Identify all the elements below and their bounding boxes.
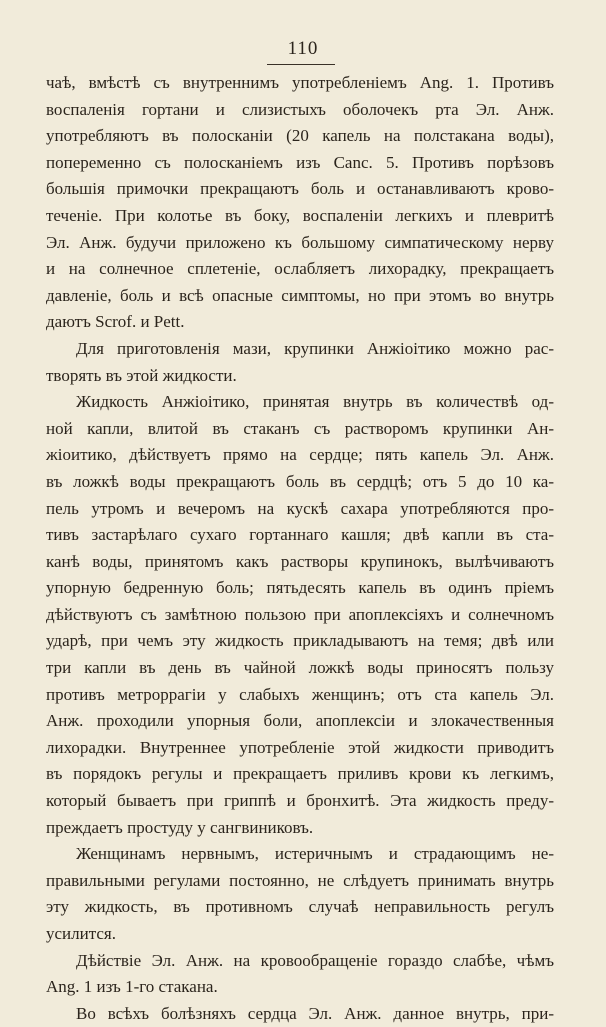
text-line: дѣйствуютъ съ замѣтною пользою при апоплексіяхъ и солнечномъ: [46, 604, 554, 624]
text-line: употребляютъ въ полосканіи (20 капель на полстакана воды),: [46, 126, 554, 146]
page-number: 110: [287, 38, 319, 59]
text-line: эту жидкость, въ противномъ случаѣ неправильность регулъ: [46, 897, 554, 917]
text-line: Жидкость Анжіоітико, принятая внутрь въ количествѣ од-: [76, 392, 554, 412]
text-line: упорную бедренную боль; пятьдесять капель въ одинъ пріемъ: [46, 578, 554, 598]
text-line: Во всѣхъ болѣзняхъ сердца Эл. Анж. данное внутрь, при-: [76, 1003, 554, 1023]
text-line: теченіе. При колотье въ боку, воспаленіи легкихъ и плевритѣ: [46, 205, 554, 225]
text-line: ударѣ, при чемъ эту жидкость прикладываютъ на темя; двѣ или: [46, 631, 554, 651]
body-text: [46, 70, 554, 1027]
text-line: пель утромъ и вечеромъ на кускѣ сахара употребляются про-: [46, 498, 554, 518]
header-rule: [267, 64, 335, 65]
text-line: воспаленія гортани и слизистыхъ оболочекъ рта Эл. Анж.: [46, 99, 554, 119]
text-line: большія примочки прекращаютъ боль и останавливаютъ крово-: [46, 179, 554, 199]
text-line: давленіе, боль и всѣ опасные симптомы, но при этомъ во внутрь: [46, 285, 554, 305]
text-line: Ang. 1 изъ 1-го стакана.: [46, 977, 218, 997]
text-line: усилится.: [46, 924, 116, 943]
text-line: жіоитико, дѣйствуетъ прямо на сердце; пять капель Эл. Анж.: [46, 445, 554, 465]
text-line: даютъ Scrof. и Pett.: [46, 312, 185, 332]
text-line: попеременно съ полосканіемъ изъ Canc. 5. Противъ порѣзовъ: [46, 152, 554, 172]
text-line: правильными регулами постоянно, не слѣдуетъ принимать внутрь: [46, 870, 554, 890]
text-line: Анж. проходили упорныя боли, апоплексіи и злокачественныя: [46, 711, 554, 731]
text-line: ной капли, влитой въ стаканъ съ растворомъ крупинки Ан-: [46, 418, 554, 438]
text-line: лихорадки. Внутреннее употребленіе этой жидкости приводитъ: [46, 737, 554, 757]
text-line: и на солнечное сплетеніе, ослабляетъ лихорадку, прекращаетъ: [46, 259, 554, 279]
text-line: три капли въ день въ чайной ложкѣ воды приносятъ пользу: [46, 658, 554, 678]
text-line: въ порядокъ регулы и прекращаетъ приливъ крови къ легкимъ,: [46, 764, 554, 784]
text-line: который бываетъ при гриппѣ и бронхитѣ. Эта жидкость преду-: [46, 791, 554, 811]
text-line: противъ метроррагіи у слабыхъ женщинъ; отъ ста капель Эл.: [46, 684, 554, 704]
text-line: Дѣйствіе Эл. Анж. на кровообращеніе гораздо слабѣе, чѣмъ: [76, 950, 554, 970]
text-line: канѣ воды, принятомъ какъ растворы крупинокъ, вылѣчиваютъ: [46, 551, 554, 571]
text-line: творять въ этой жидкости.: [46, 365, 237, 385]
text-line: чаѣ, вмѣстѣ съ внутреннимъ употребленіемъ Ang. 1. Противъ: [46, 73, 554, 92]
text-line: преждаетъ простуду у сангвиниковъ.: [46, 817, 314, 837]
text-line: тивъ застарѣлаго сухаго гортаннаго кашля; двѣ капли въ ста-: [46, 525, 554, 545]
text-line: Женщинамъ нервнымъ, истеричнымъ и страдающимъ не-: [76, 844, 554, 864]
text-line: Для приготовленія мази, крупинки Анжіоітико можно рас-: [76, 338, 554, 358]
text-line: въ ложкѣ воды прекращаютъ боль въ сердцѣ; отъ 5 до 10 ка-: [46, 471, 554, 491]
text-line: Эл. Анж. будучи приложено къ большому симпатическому нерву: [46, 232, 554, 252]
